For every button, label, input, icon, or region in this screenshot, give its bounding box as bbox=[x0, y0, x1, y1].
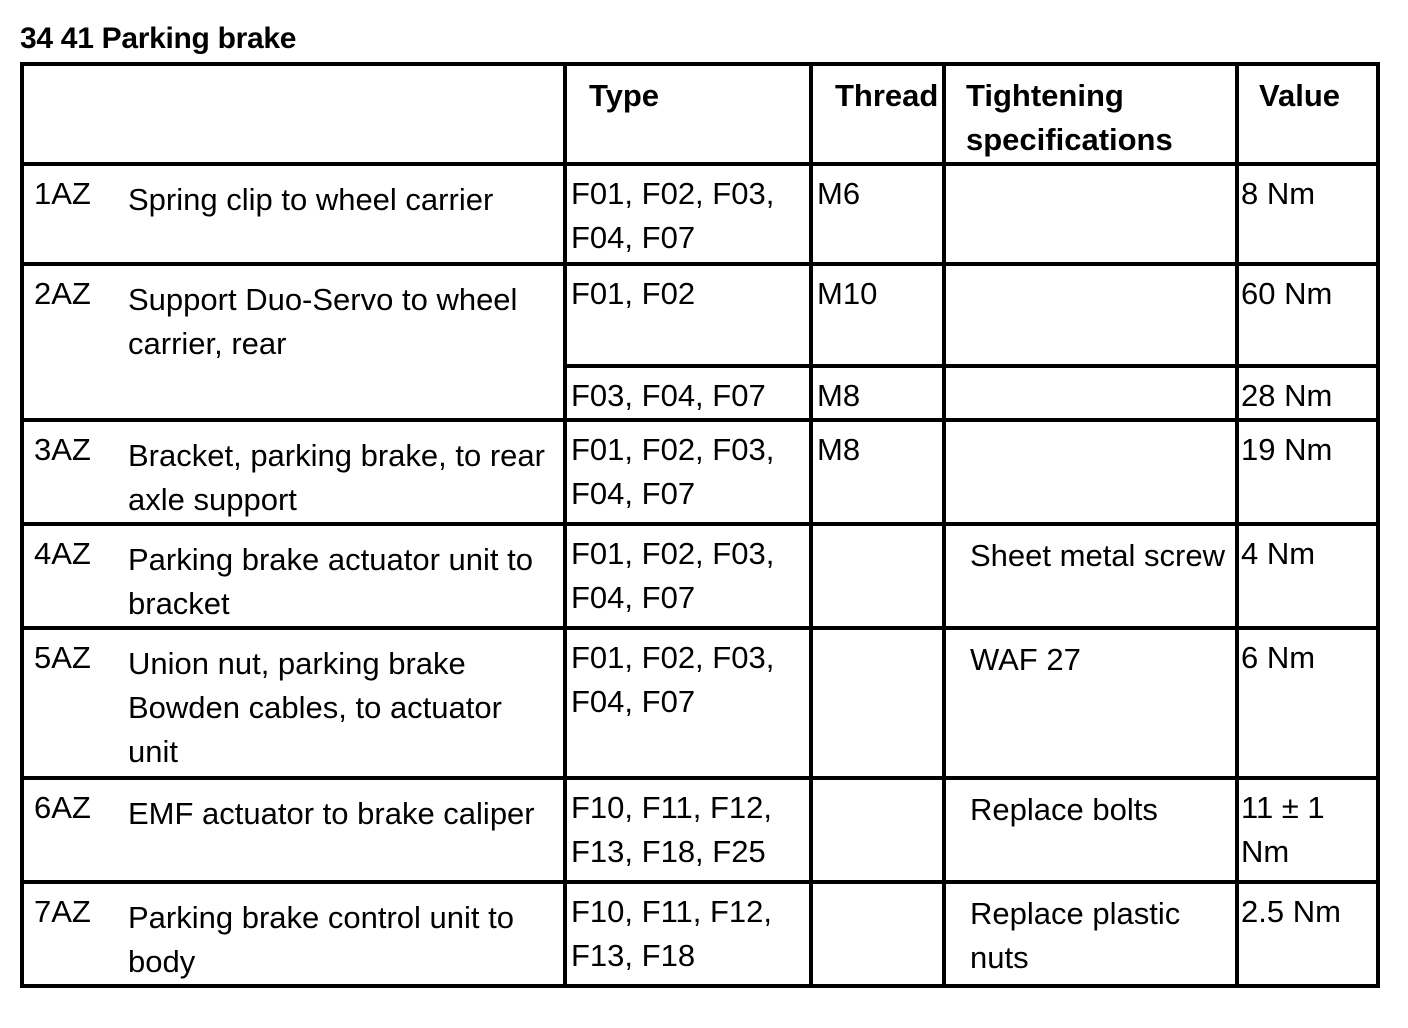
table-row bbox=[22, 420, 1378, 524]
type-cell: F01, F02, F03, F04, F07 bbox=[565, 524, 811, 628]
item-description: Union nut, parking brake Bowden cables, to actuator unit bbox=[128, 646, 502, 769]
item-code: 4AZ bbox=[34, 536, 91, 571]
item-code: 3AZ bbox=[34, 432, 91, 467]
item-description: Parking brake control unit to body bbox=[128, 900, 514, 979]
tightening-cell: WAF 27 bbox=[944, 628, 1237, 778]
type-cell: F03, F04, F07 bbox=[565, 366, 811, 420]
tightening-cell bbox=[944, 366, 1237, 420]
table-header-row bbox=[22, 64, 1378, 164]
table-row bbox=[22, 264, 1378, 366]
value-cell: 6 Nm bbox=[1237, 628, 1378, 778]
item-cell bbox=[22, 882, 565, 986]
item-cell bbox=[22, 628, 565, 778]
table-row bbox=[22, 628, 1378, 778]
tightening-cell bbox=[944, 420, 1237, 524]
header-item bbox=[22, 64, 565, 164]
thread-cell: M8 bbox=[811, 420, 944, 524]
item-description: EMF actuator to brake caliper bbox=[128, 796, 535, 831]
value-cell: 11 ± 1 Nm bbox=[1237, 778, 1378, 882]
table-row bbox=[22, 778, 1378, 882]
type-cell: F01, F02 bbox=[565, 264, 811, 366]
table-row bbox=[22, 164, 1378, 264]
table-row bbox=[22, 524, 1378, 628]
value-cell: 8 Nm bbox=[1237, 164, 1378, 264]
header-type: Type bbox=[565, 64, 811, 164]
tightening-cell bbox=[944, 164, 1237, 264]
value-cell: 19 Nm bbox=[1237, 420, 1378, 524]
item-description: Bracket, parking brake, to rear axle support bbox=[128, 438, 545, 517]
item-code: 5AZ bbox=[34, 640, 91, 675]
value-cell: 4 Nm bbox=[1237, 524, 1378, 628]
header-thread: Thread bbox=[811, 64, 944, 164]
tightening-cell: Sheet metal screw bbox=[944, 524, 1237, 628]
type-cell: F10, F11, F12, F13, F18, F25 bbox=[565, 778, 811, 882]
thread-cell bbox=[811, 524, 944, 628]
item-description: Parking brake actuator unit to bracket bbox=[128, 542, 533, 621]
type-cell: F01, F02, F03, F04, F07 bbox=[565, 164, 811, 264]
page-title: 34 41 Parking brake bbox=[20, 22, 297, 55]
thread-cell: M10 bbox=[811, 264, 944, 366]
header-tightening-specifications: Tightening specifications bbox=[944, 64, 1237, 164]
thread-cell bbox=[811, 882, 944, 986]
type-cell: F01, F02, F03, F04, F07 bbox=[565, 628, 811, 778]
tightening-torque-table bbox=[20, 62, 1380, 988]
item-cell bbox=[22, 778, 565, 882]
table-row bbox=[22, 882, 1378, 986]
type-cell: F01, F02, F03, F04, F07 bbox=[565, 420, 811, 524]
item-code: 2AZ bbox=[34, 276, 91, 311]
item-cell bbox=[22, 420, 565, 524]
value-cell: 2.5 Nm bbox=[1237, 882, 1378, 986]
item-cell bbox=[22, 164, 565, 264]
type-cell: F10, F11, F12, F13, F18 bbox=[565, 882, 811, 986]
item-cell bbox=[22, 524, 565, 628]
header-value: Value bbox=[1237, 64, 1378, 164]
thread-cell: M8 bbox=[811, 366, 944, 420]
item-code: 7AZ bbox=[34, 894, 91, 929]
value-cell: 28 Nm bbox=[1237, 366, 1378, 420]
thread-cell bbox=[811, 628, 944, 778]
item-code: 6AZ bbox=[34, 790, 91, 825]
tightening-cell bbox=[944, 264, 1237, 366]
item-code: 1AZ bbox=[34, 176, 91, 211]
item-description: Spring clip to wheel carrier bbox=[128, 182, 494, 217]
thread-cell bbox=[811, 778, 944, 882]
tightening-cell: Replace bolts bbox=[944, 778, 1237, 882]
tightening-cell: Replace plastic nuts bbox=[944, 882, 1237, 986]
thread-cell: M6 bbox=[811, 164, 944, 264]
value-cell: 60 Nm bbox=[1237, 264, 1378, 366]
item-cell bbox=[22, 264, 565, 420]
item-description: Support Duo-Servo to wheel carrier, rear bbox=[128, 282, 518, 361]
